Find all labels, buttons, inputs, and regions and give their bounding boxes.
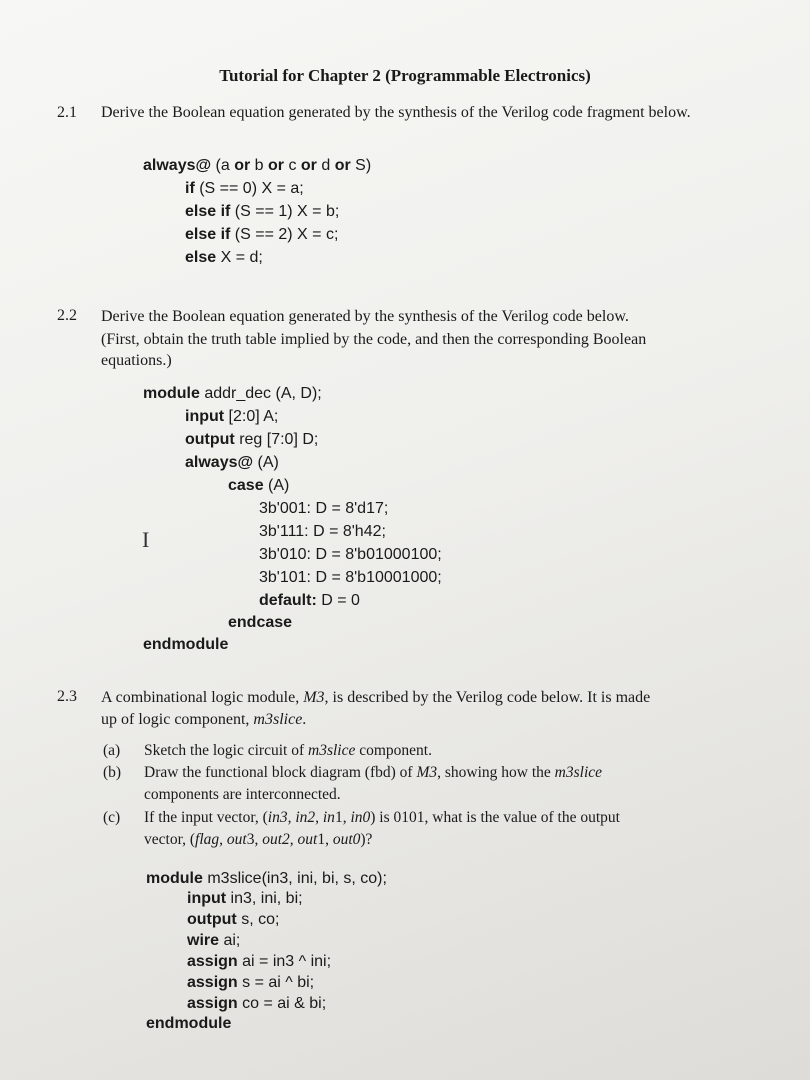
code-line: assign co = ai & bi; [187, 995, 327, 1012]
code-line: 3b'111: D = 8'h42; [259, 523, 386, 540]
text-cursor-icon: I [142, 527, 150, 552]
subquestion-text-a: Sketch the logic circuit of m3slice component. [144, 742, 432, 759]
code-line: else if (S == 2) X = c; [185, 226, 339, 243]
code-line: else X = d; [185, 249, 263, 266]
subquestion-label-a: (a) [103, 742, 121, 759]
question-number-2-3: 2.3 [57, 688, 77, 705]
question-text-2-1: Derive the Boolean equation generated by the synthesis of the Verilog code fragment below. [101, 104, 691, 121]
code-line: endmodule [143, 636, 229, 653]
subquestion-text-c: If the input vector, (in3, in2, in1, in0) is 0101, what is the value of the output [144, 809, 620, 826]
subquestion-label-b: (b) [103, 764, 122, 781]
code-line: input in3, ini, bi; [187, 890, 303, 907]
subquestion-label-c: (c) [103, 809, 121, 826]
question-text-2-3-line: A combinational logic module, M3, is described by the Verilog code below. It is made [101, 689, 651, 706]
code-line: default: D = 0 [259, 592, 360, 609]
code-line: assign s = ai ^ bi; [187, 974, 315, 991]
code-line: module addr_dec (A, D); [143, 385, 322, 402]
code-line: endmodule [146, 1015, 232, 1032]
code-line: input [2:0] A; [185, 408, 279, 425]
code-line: module m3slice(in3, ini, bi, s, co); [146, 870, 387, 887]
code-line: 3b'001: D = 8'd17; [259, 500, 389, 517]
subquestion-text-b: Draw the functional block diagram (fbd) of M3, showing how the m3slice [144, 764, 603, 781]
question-number-2-1: 2.1 [57, 104, 77, 121]
code-line: case (A) [228, 477, 290, 494]
code-line: output s, co; [187, 911, 280, 928]
subquestion-text-c-line2: vector, (flag, out3, out2, out1, out0)? [144, 831, 373, 848]
question-text-2-2-line: (First, obtain the truth table implied by the code, and then the corresponding Boolean [101, 331, 647, 348]
code-line: endcase [228, 614, 293, 631]
code-line: if (S == 0) X = a; [185, 180, 304, 197]
code-line: always@ (A) [185, 454, 279, 471]
code-line: output reg [7:0] D; [185, 431, 319, 448]
code-line: assign ai = in3 ^ ini; [187, 953, 332, 970]
code-line: 3b'010: D = 8'b01000100; [259, 546, 442, 563]
code-line: else if (S == 1) X = b; [185, 203, 340, 220]
page-title: Tutorial for Chapter 2 (Programmable Electronics) [219, 66, 591, 85]
question-number-2-2: 2.2 [57, 307, 77, 324]
code-line: always@ (a or b or c or d or S) [143, 157, 372, 174]
question-text-2-2-line: Derive the Boolean equation generated by the synthesis of the Verilog code below. [101, 308, 629, 325]
question-text-2-2-line: equations.) [101, 352, 172, 369]
subquestion-text-b-line2: components are interconnected. [144, 786, 341, 803]
code-line: wire ai; [187, 932, 241, 949]
code-line: 3b'101: D = 8'b10001000; [259, 569, 442, 586]
question-text-2-3-line: up of logic component, m3slice. [101, 711, 307, 728]
